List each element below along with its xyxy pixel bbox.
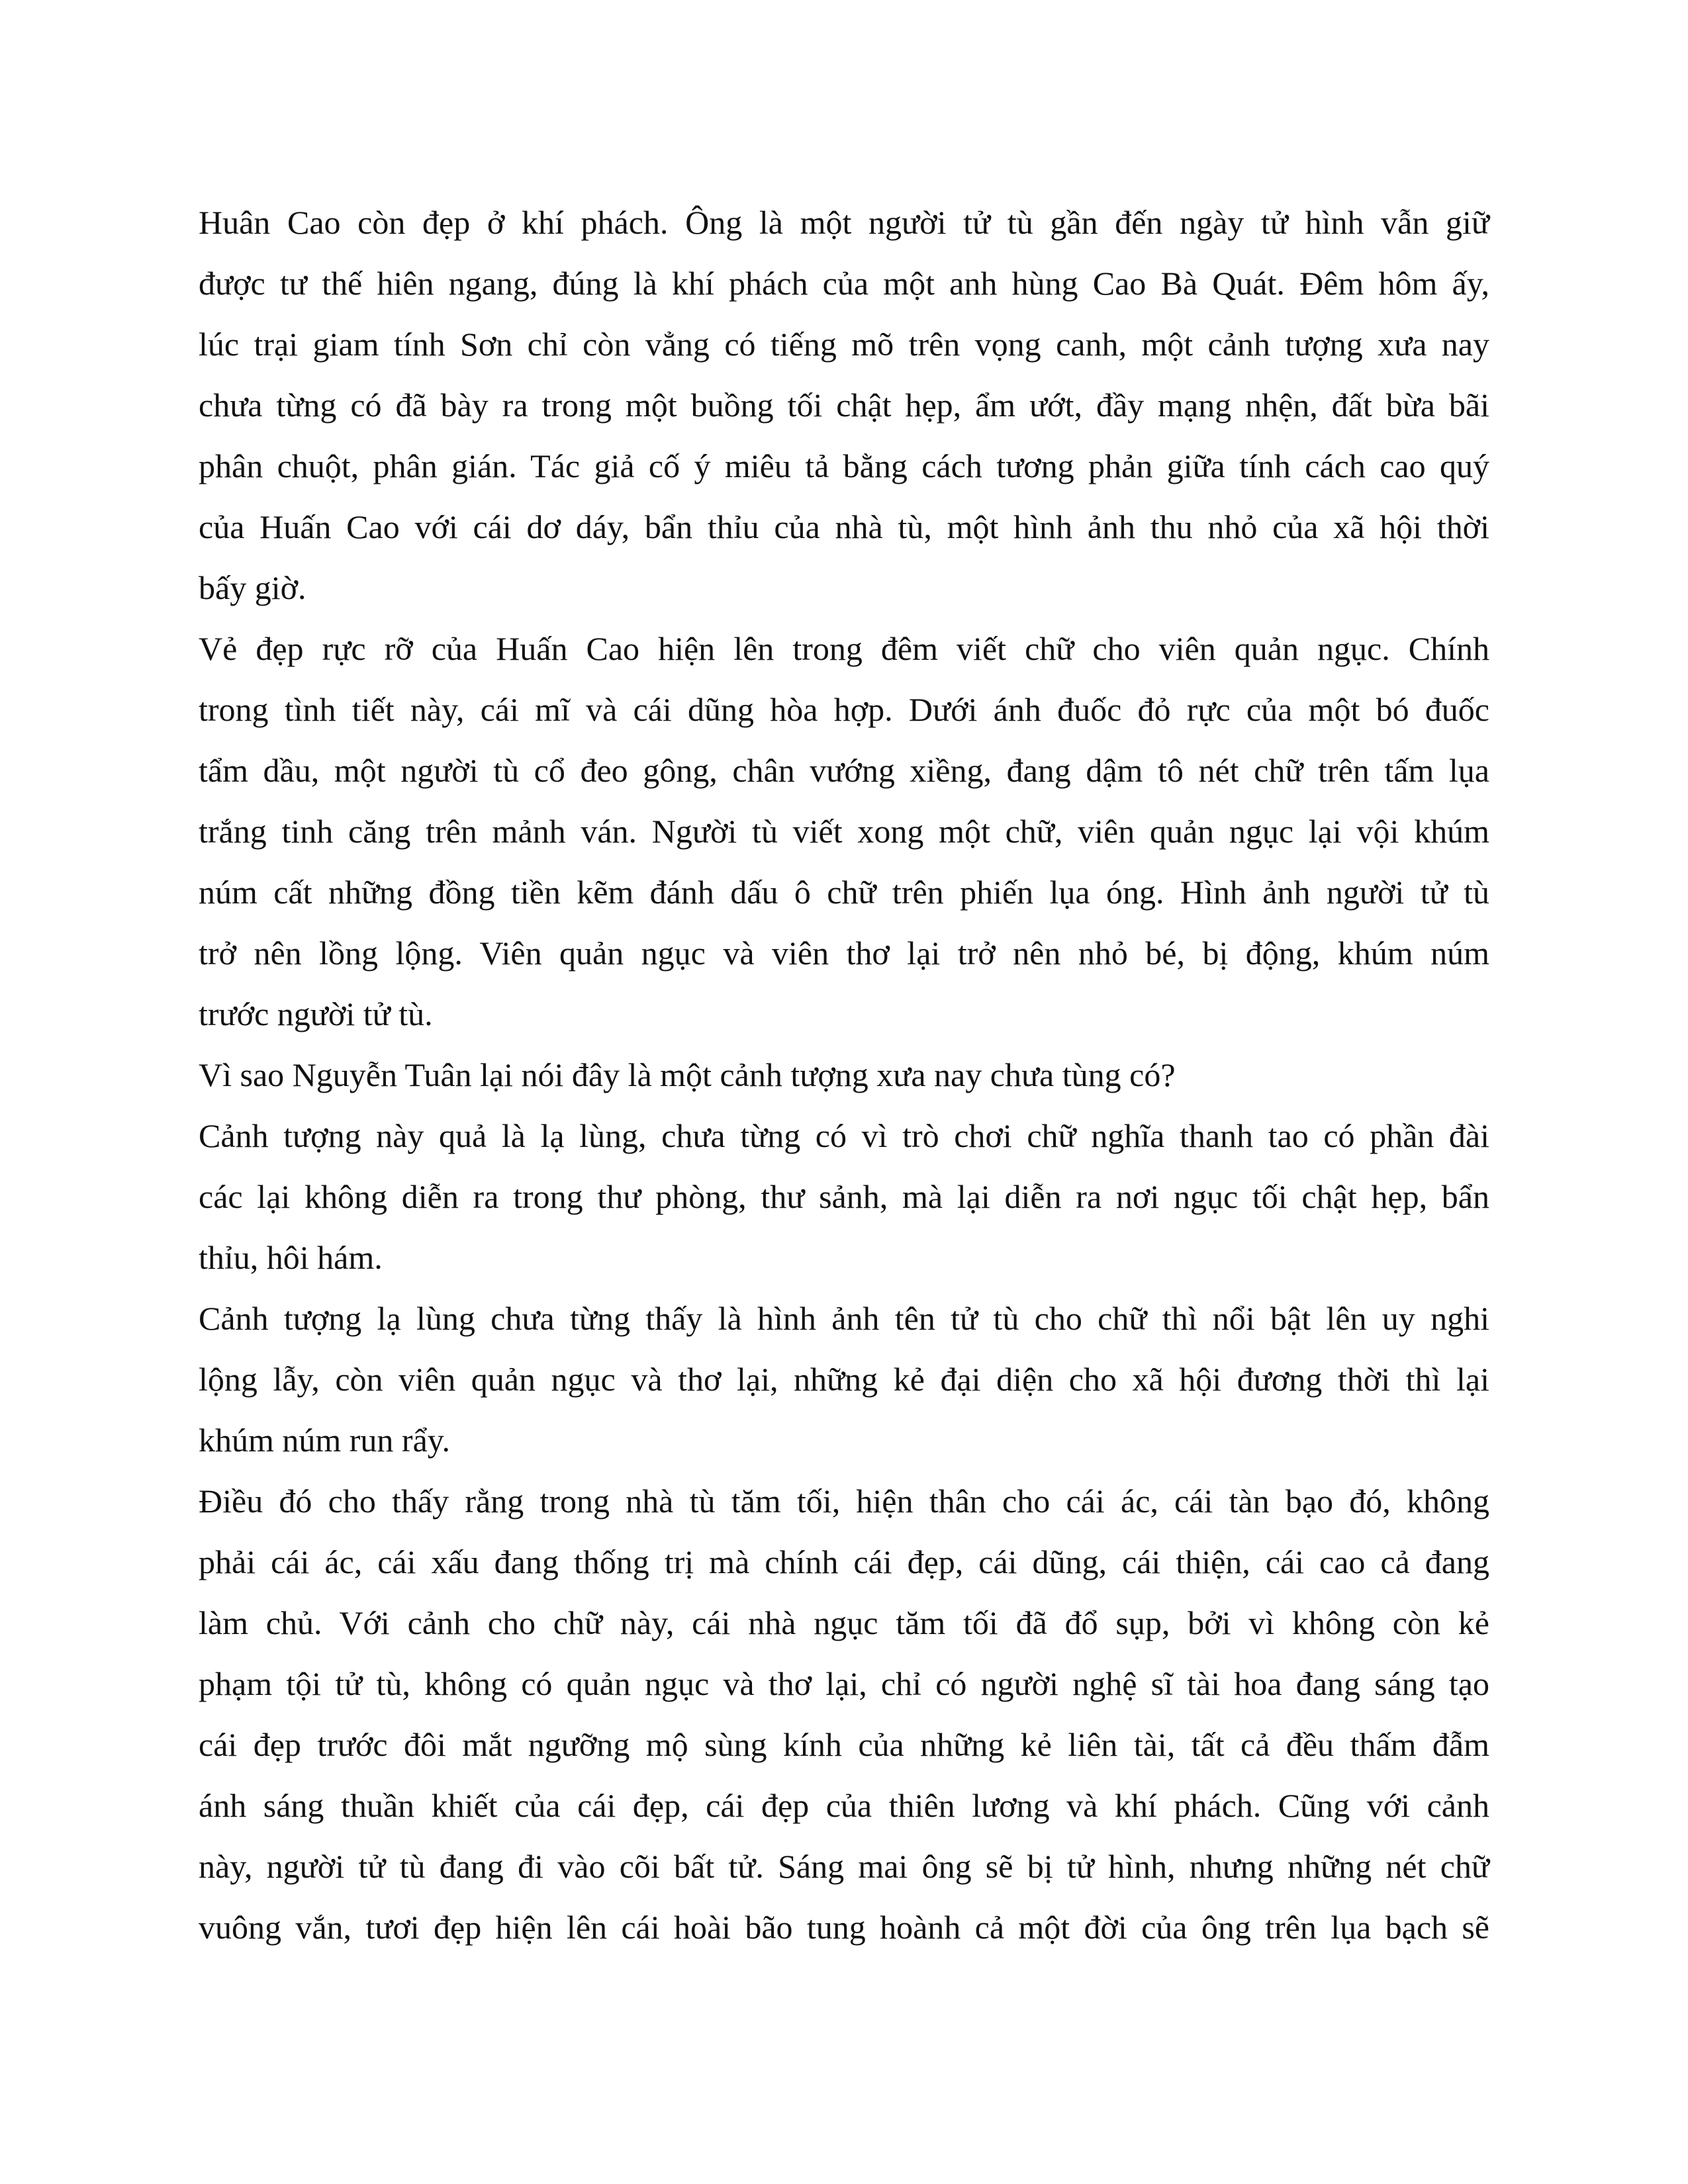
document-page [199,192,1489,1958]
text-line: lúc trại giam tính Sơn chỉ còn vẳng có tiếng mõ trên vọng canh, một cảnh tượng xưa nay [199,326,1489,363]
text-line: chưa từng có đã bày ra trong một buồng tối chật hẹp, ẩm ướt, đầy mạng nhện, đất bừa bãi [199,387,1489,424]
paragraph-2 [199,618,1489,1044]
text-line: núm cất những đồng tiền kẽm đánh dấu ô chữ trên phiến lụa óng. Hình ảnh người tử tù [199,874,1489,911]
text-line: này, người tử tù đang đi vào cõi bất tử. Sáng mai ông sẽ bị tử hình, nhưng những nét chữ [199,1848,1489,1885]
paragraph-3 [199,1105,1489,1288]
text-line: lộng lẫy, còn viên quản ngục và thơ lại, những kẻ đại diện cho xã hội đương thời thì lại [199,1361,1489,1398]
text-line: khúm núm run rẩy. [199,1422,451,1459]
text-line: trắng tinh căng trên mảnh ván. Người tù viết xong một chữ, viên quản ngục lại vội khúm [199,813,1489,850]
text-line: Vẻ đẹp rực rỡ của Huấn Cao hiện lên trong đêm viết chữ cho viên quản ngục. Chính [199,630,1489,667]
question-paragraph [199,1044,1489,1105]
text-line: bấy giờ. [199,569,306,606]
paragraph-1 [199,192,1489,618]
text-line: cái đẹp trước đôi mắt ngưỡng mộ sùng kính của những kẻ liên tài, tất cả đều thấm đẫm [199,1726,1489,1763]
text-line: phạm tội tử tù, không có quản ngục và thơ lại, chỉ có người nghệ sĩ tài hoa đang sáng tạo [199,1665,1489,1702]
paragraph-5 [199,1471,1489,1958]
text-line: được tư thế hiên ngang, đúng là khí phách của một anh hùng Cao Bà Quát. Đêm hôm ấy, [199,265,1489,302]
text-line: Điều đó cho thấy rằng trong nhà tù tăm tối, hiện thân cho cái ác, cái tàn bạo đó, không [199,1482,1489,1520]
text-line: trở nên lồng lộng. Viên quản ngục và viên thơ lại trở nên nhỏ bé, bị động, khúm núm [199,934,1489,972]
text-line: phân chuột, phân gián. Tác giả cố ý miêu tả bằng cách tương phản giữa tính cách cao quý [199,447,1489,484]
text-line: Vì sao Nguyễn Tuân lại nói đây là một cảnh tượng xưa nay chưa tùng có? [199,1056,1176,1093]
text-line: thỉu, hôi hám. [199,1239,383,1276]
text-line: phải cái ác, cái xấu đang thống trị mà chính cái đẹp, cái dũng, cái thiện, cái cao cả đang [199,1543,1489,1580]
text-line: Cảnh tượng lạ lùng chưa từng thấy là hình ảnh tên tử tù cho chữ thì nổi bật lên uy nghi [199,1300,1489,1337]
text-line: Cảnh tượng này quả là lạ lùng, chưa từng có vì trò chơi chữ nghĩa thanh tao có phần đài [199,1117,1489,1154]
text-line: trong tình tiết này, cái mĩ và cái dũng hòa hợp. Dưới ánh đuốc đỏ rực của một bó đuốc [199,691,1489,728]
text-line: trước người tử tù. [199,995,433,1032]
text-line: vuông vắn, tươi đẹp hiện lên cái hoài bão tung hoành cả một đời của ông trên lụa bạch sẽ [199,1909,1489,1946]
text-line: làm chủ. Với cảnh cho chữ này, cái nhà ngục tăm tối đã đổ sụp, bởi vì không còn kẻ [199,1604,1489,1641]
text-line: tẩm dầu, một người tù cổ đeo gông, chân vướng xiềng, đang dậm tô nét chữ trên tấm lụa [199,752,1489,789]
text-line: ánh sáng thuần khiết của cái đẹp, cái đẹp của thiên lương và khí phách. Cũng với cảnh [199,1787,1489,1824]
paragraph-4 [199,1288,1489,1471]
text-line: Huân Cao còn đẹp ở khí phách. Ông là một người tử tù gần đến ngày tử hình vẫn giữ [199,204,1489,241]
text-line: các lại không diễn ra trong thư phòng, thư sảnh, mà lại diễn ra nơi ngục tối chật hẹp, bẩn [199,1178,1489,1215]
text-line: của Huấn Cao với cái dơ dáy, bẩn thỉu của nhà tù, một hình ảnh thu nhỏ của xã hội thời [199,508,1489,545]
